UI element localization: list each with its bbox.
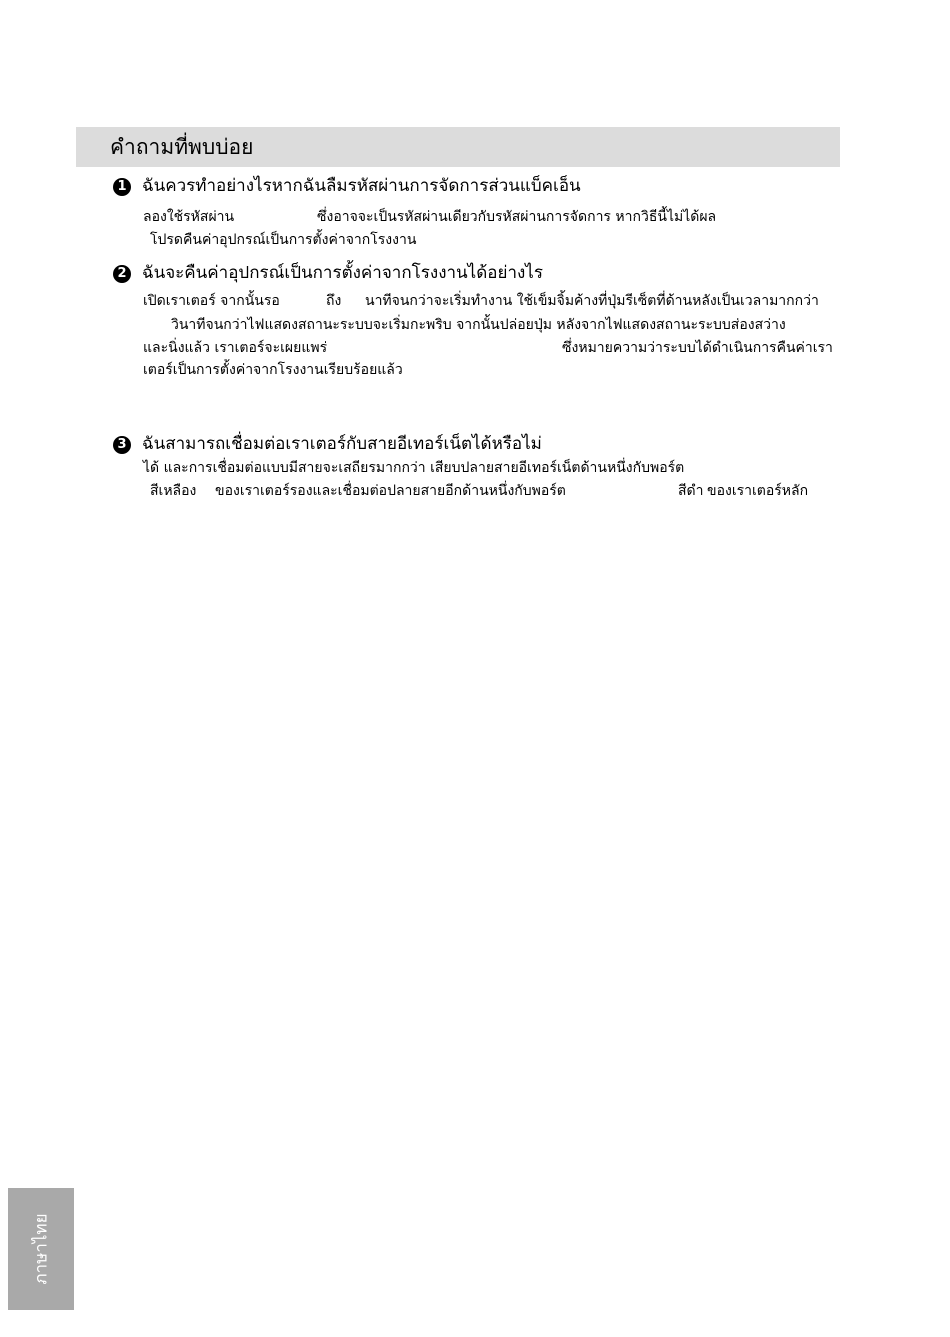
question-number-badge: 1: [113, 178, 131, 196]
faq-question-1: [113, 175, 581, 197]
question-number-badge: 3: [113, 436, 131, 454]
question-text: ฉันจะคืนค่าอุปกรณ์เป็นการตั้งค่าจากโรงงานได้อย่างไร: [142, 263, 543, 283]
answer-2-text: ซึ่งหมายความว่าระบบได้ดำเนินการคืนค่าเรา: [562, 340, 833, 356]
answer-2-text: ถึง: [326, 293, 342, 309]
answer-2-text: นาทีจนกว่าจะเริ่มทำงาน ใช้เข็มจิ้มค้างที่ปุ่มรีเซ็ตที่ด้านหลังเป็นเวลามากกว่า: [365, 293, 819, 309]
answer-1-text: ลองใช้รหัสผ่าน: [143, 209, 235, 225]
faq-question-2: [113, 262, 543, 284]
faq-question-3: [113, 433, 542, 455]
question-text: ฉันควรทำอย่างไรหากฉันลืมรหัสผ่านการจัดการส่วนแบ็คเอ็น: [142, 176, 581, 196]
answer-3-text: สีเหลือง: [150, 483, 197, 499]
answer-3-text: ของเราเตอร์รองและเชื่อมต่อปลายสายอีกด้านหนึ่งกับพอร์ต: [215, 483, 566, 499]
answer-1-text: ซึ่งอาจจะเป็นรหัสผ่านเดียวกับรหัสผ่านการจัดการ หากวิธีนี้ไม่ได้ผล: [317, 209, 717, 225]
language-tab-label: ภาษาไทย: [31, 1213, 52, 1285]
answer-3-text: สีดำ: [678, 483, 704, 499]
question-number-badge: 2: [113, 265, 131, 283]
answer-3-text: ของเราเตอร์หลัก: [707, 483, 809, 499]
answer-2-text: วินาทีจนกว่าไฟแสดงสถานะระบบจะเริ่มกะพริบ จากนั้นปล่อยปุ่ม หลังจากไฟแสดงสถานะระบบส่องสว่าง: [171, 317, 786, 333]
answer-2-text: เปิดเราเตอร์ จากนั้นรอ: [143, 293, 280, 309]
page-title: คำถามที่พบบ่อย: [110, 135, 254, 159]
answer-2-text: เตอร์เป็นการตั้งค่าจากโรงงานเรียบร้อยแล้ว: [143, 362, 403, 378]
answer-2-text: และนิ่งแล้ว เราเตอร์จะเผยแพร่: [143, 340, 328, 356]
answer-3-text: ได้ และการเชื่อมต่อแบบมีสายจะเสถียรมากกว่า เสียบปลายสายอีเทอร์เน็ตด้านหนึ่งกับพอร์ต: [143, 460, 685, 476]
faq-header-bar: [76, 127, 840, 167]
answer-1-text: โปรดคืนค่าอุปกรณ์เป็นการตั้งค่าจากโรงงาน: [150, 232, 417, 248]
question-text: ฉันสามารถเชื่อมต่อเราเตอร์กับสายอีเทอร์เน็ตได้หรือไม่: [142, 434, 542, 454]
language-side-tab: [8, 1188, 74, 1310]
